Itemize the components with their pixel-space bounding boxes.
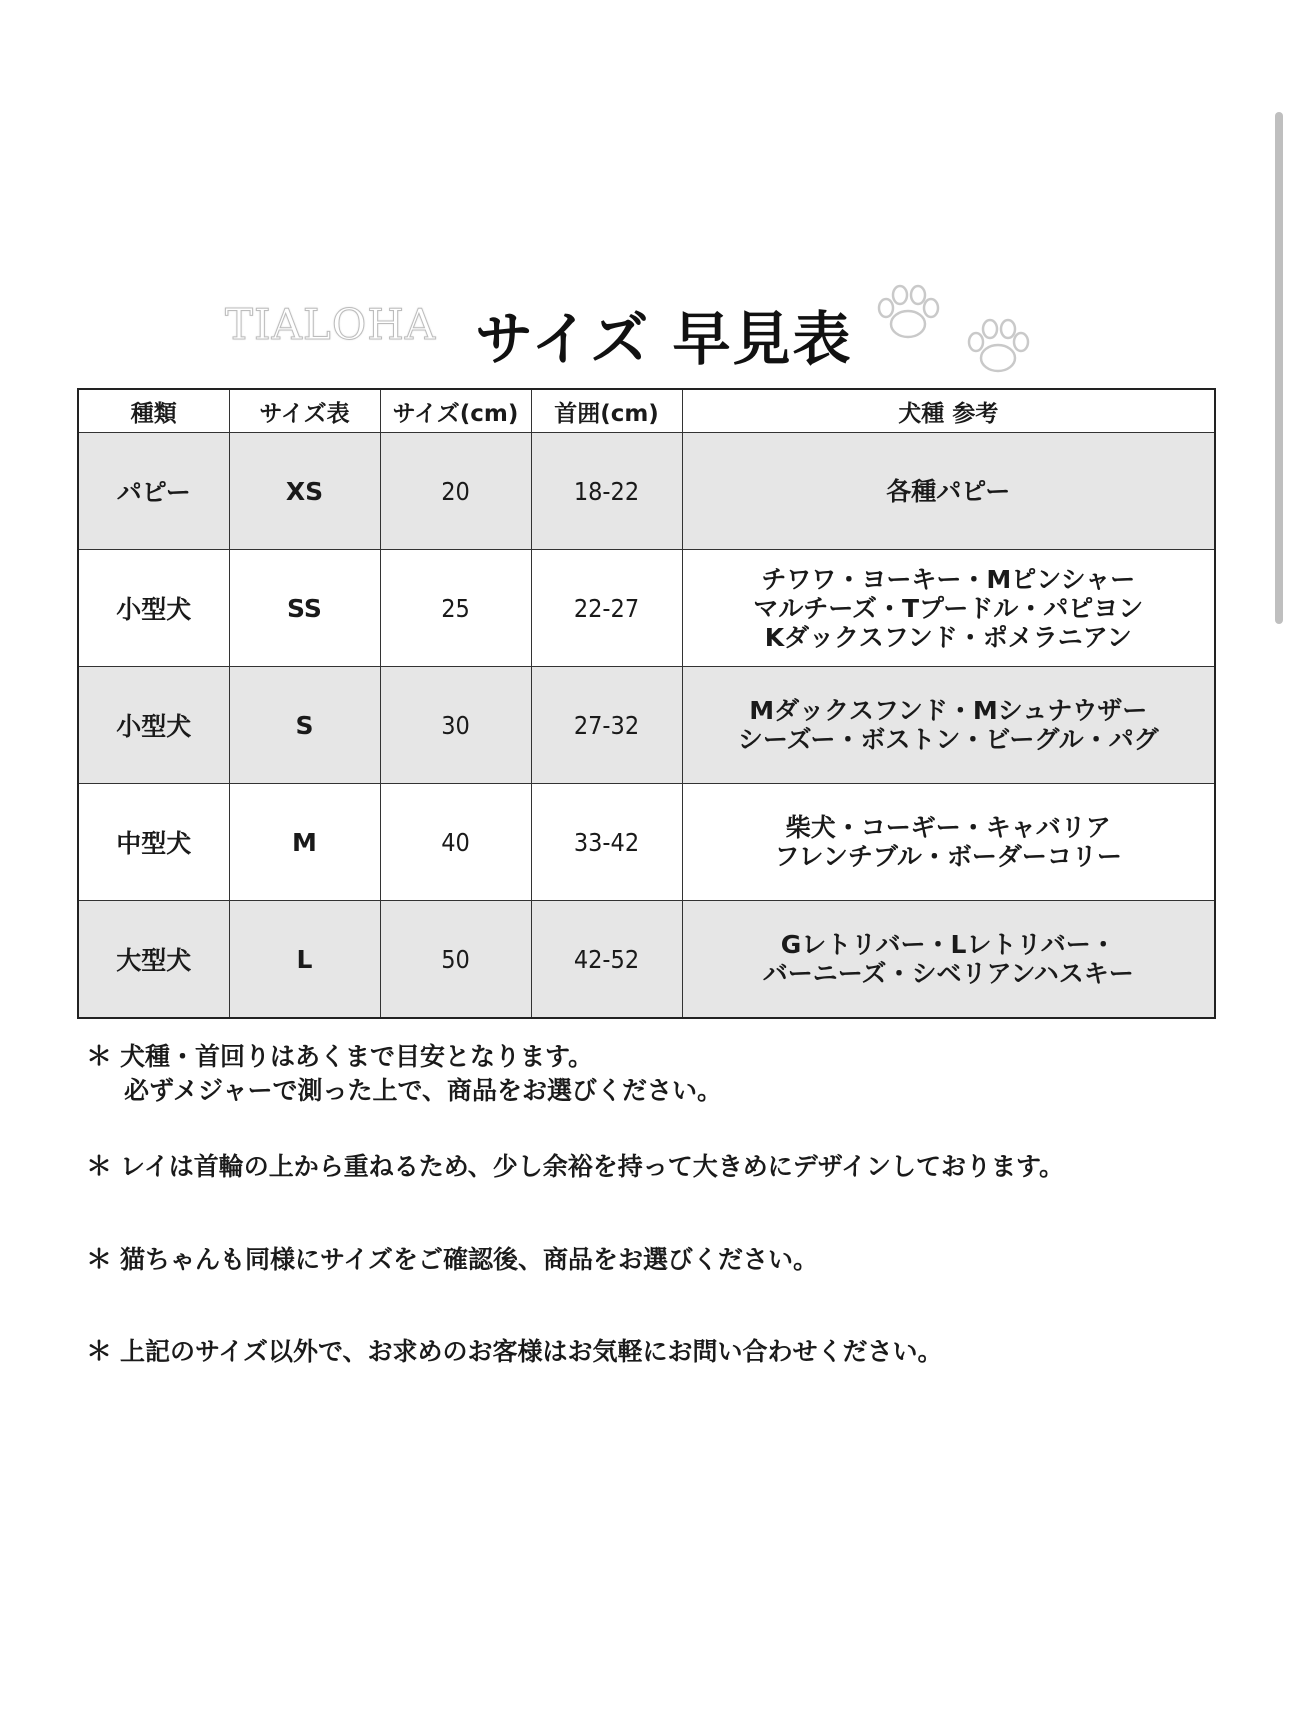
cell-size-cm: 50 <box>380 901 531 1019</box>
header-size-cm: サイズ(cm) <box>380 389 531 433</box>
table-row <box>78 433 1215 550</box>
note-item <box>86 1243 818 1277</box>
breed-line: Gレトリバー・Lレトリバー・ <box>780 930 1116 959</box>
breed-line: フレンチブル・ボーダーコリー <box>774 842 1122 871</box>
cell-neck-cm: 18-22 <box>531 433 682 550</box>
asterisk-icon: ＊ <box>86 1152 113 1182</box>
header-neck-cm: 首囲(cm) <box>531 389 682 433</box>
asterisk-icon: ＊ <box>86 1245 113 1275</box>
cell-size-label: XS <box>229 433 380 550</box>
breed-line: Kダックスフンド・ポメラニアン <box>764 622 1132 652</box>
cell-breeds <box>682 433 1215 550</box>
cell-size-label: SS <box>229 550 380 667</box>
table-row <box>78 550 1215 667</box>
breed-line: Mダックスフンド・Mシュナウザー <box>749 696 1148 725</box>
cell-type: 小型犬 <box>78 667 229 784</box>
breed-line: マルチーズ・Tプードル・パピヨン <box>753 593 1144 623</box>
table-header-row <box>78 389 1215 433</box>
note-text: レイは首輪の上から重ねるため、少し余裕を持って大きめにデザインしております。 <box>120 1152 1065 1181</box>
cell-breeds <box>682 667 1215 784</box>
cell-type: 小型犬 <box>78 550 229 667</box>
note-text: 上記のサイズ以外で、お求めのお客様はお気軽にお問い合わせください。 <box>120 1337 943 1366</box>
paw-print-icon <box>958 318 1038 380</box>
brand-logo: TIALOHA <box>225 300 437 349</box>
header-type: 種類 <box>78 389 229 433</box>
note-text: 犬種・首回りはあくまで目安となります。 <box>120 1042 594 1071</box>
asterisk-icon: ＊ <box>86 1042 113 1072</box>
paw-print-icon <box>868 284 948 346</box>
cell-type: 大型犬 <box>78 901 229 1019</box>
cell-neck-cm: 42-52 <box>531 901 682 1019</box>
cell-size-label: S <box>229 667 380 784</box>
breed-line: シーズー・ボストン・ビーグル・パグ <box>737 725 1159 754</box>
chart-header <box>0 280 1289 373</box>
size-table <box>77 388 1216 1019</box>
cell-neck-cm: 27-32 <box>531 667 682 784</box>
cell-breeds <box>682 550 1215 667</box>
cell-size-cm: 40 <box>380 784 531 901</box>
cell-size-label: L <box>229 901 380 1019</box>
cell-breeds <box>682 901 1215 1019</box>
cell-size-cm: 20 <box>380 433 531 550</box>
page-title: サイズ 早見表 <box>475 305 853 373</box>
asterisk-icon: ＊ <box>86 1337 113 1367</box>
cell-size-label: M <box>229 784 380 901</box>
header-size-label: サイズ表 <box>229 389 380 433</box>
note-item <box>86 1040 722 1107</box>
cell-neck-cm: 22-27 <box>531 550 682 667</box>
note-item <box>86 1150 1064 1184</box>
table-row <box>78 901 1215 1019</box>
breed-line: バーニーズ・シベリアンハスキー <box>762 959 1134 988</box>
cell-size-cm: 30 <box>380 667 531 784</box>
note-text: 必ずメジャーで測った上で、商品をお選びください。 <box>124 1076 723 1105</box>
note-text: 猫ちゃんも同様にサイズをご確認後、商品をお選びください。 <box>120 1245 819 1274</box>
cell-type: パピー <box>78 433 229 550</box>
cell-neck-cm: 33-42 <box>531 784 682 901</box>
breed-line: 各種パピー <box>886 476 1011 506</box>
breed-line: 柴犬・コーギー・キャバリア <box>785 813 1111 842</box>
table-row <box>78 784 1215 901</box>
cell-type: 中型犬 <box>78 784 229 901</box>
table-row <box>78 667 1215 784</box>
cell-size-cm: 25 <box>380 550 531 667</box>
breed-line: チワワ・ヨーキー・Mピンシャー <box>761 564 1136 594</box>
header-breeds: 犬種 参考 <box>682 389 1215 433</box>
note-item <box>86 1335 943 1369</box>
cell-breeds <box>682 784 1215 901</box>
